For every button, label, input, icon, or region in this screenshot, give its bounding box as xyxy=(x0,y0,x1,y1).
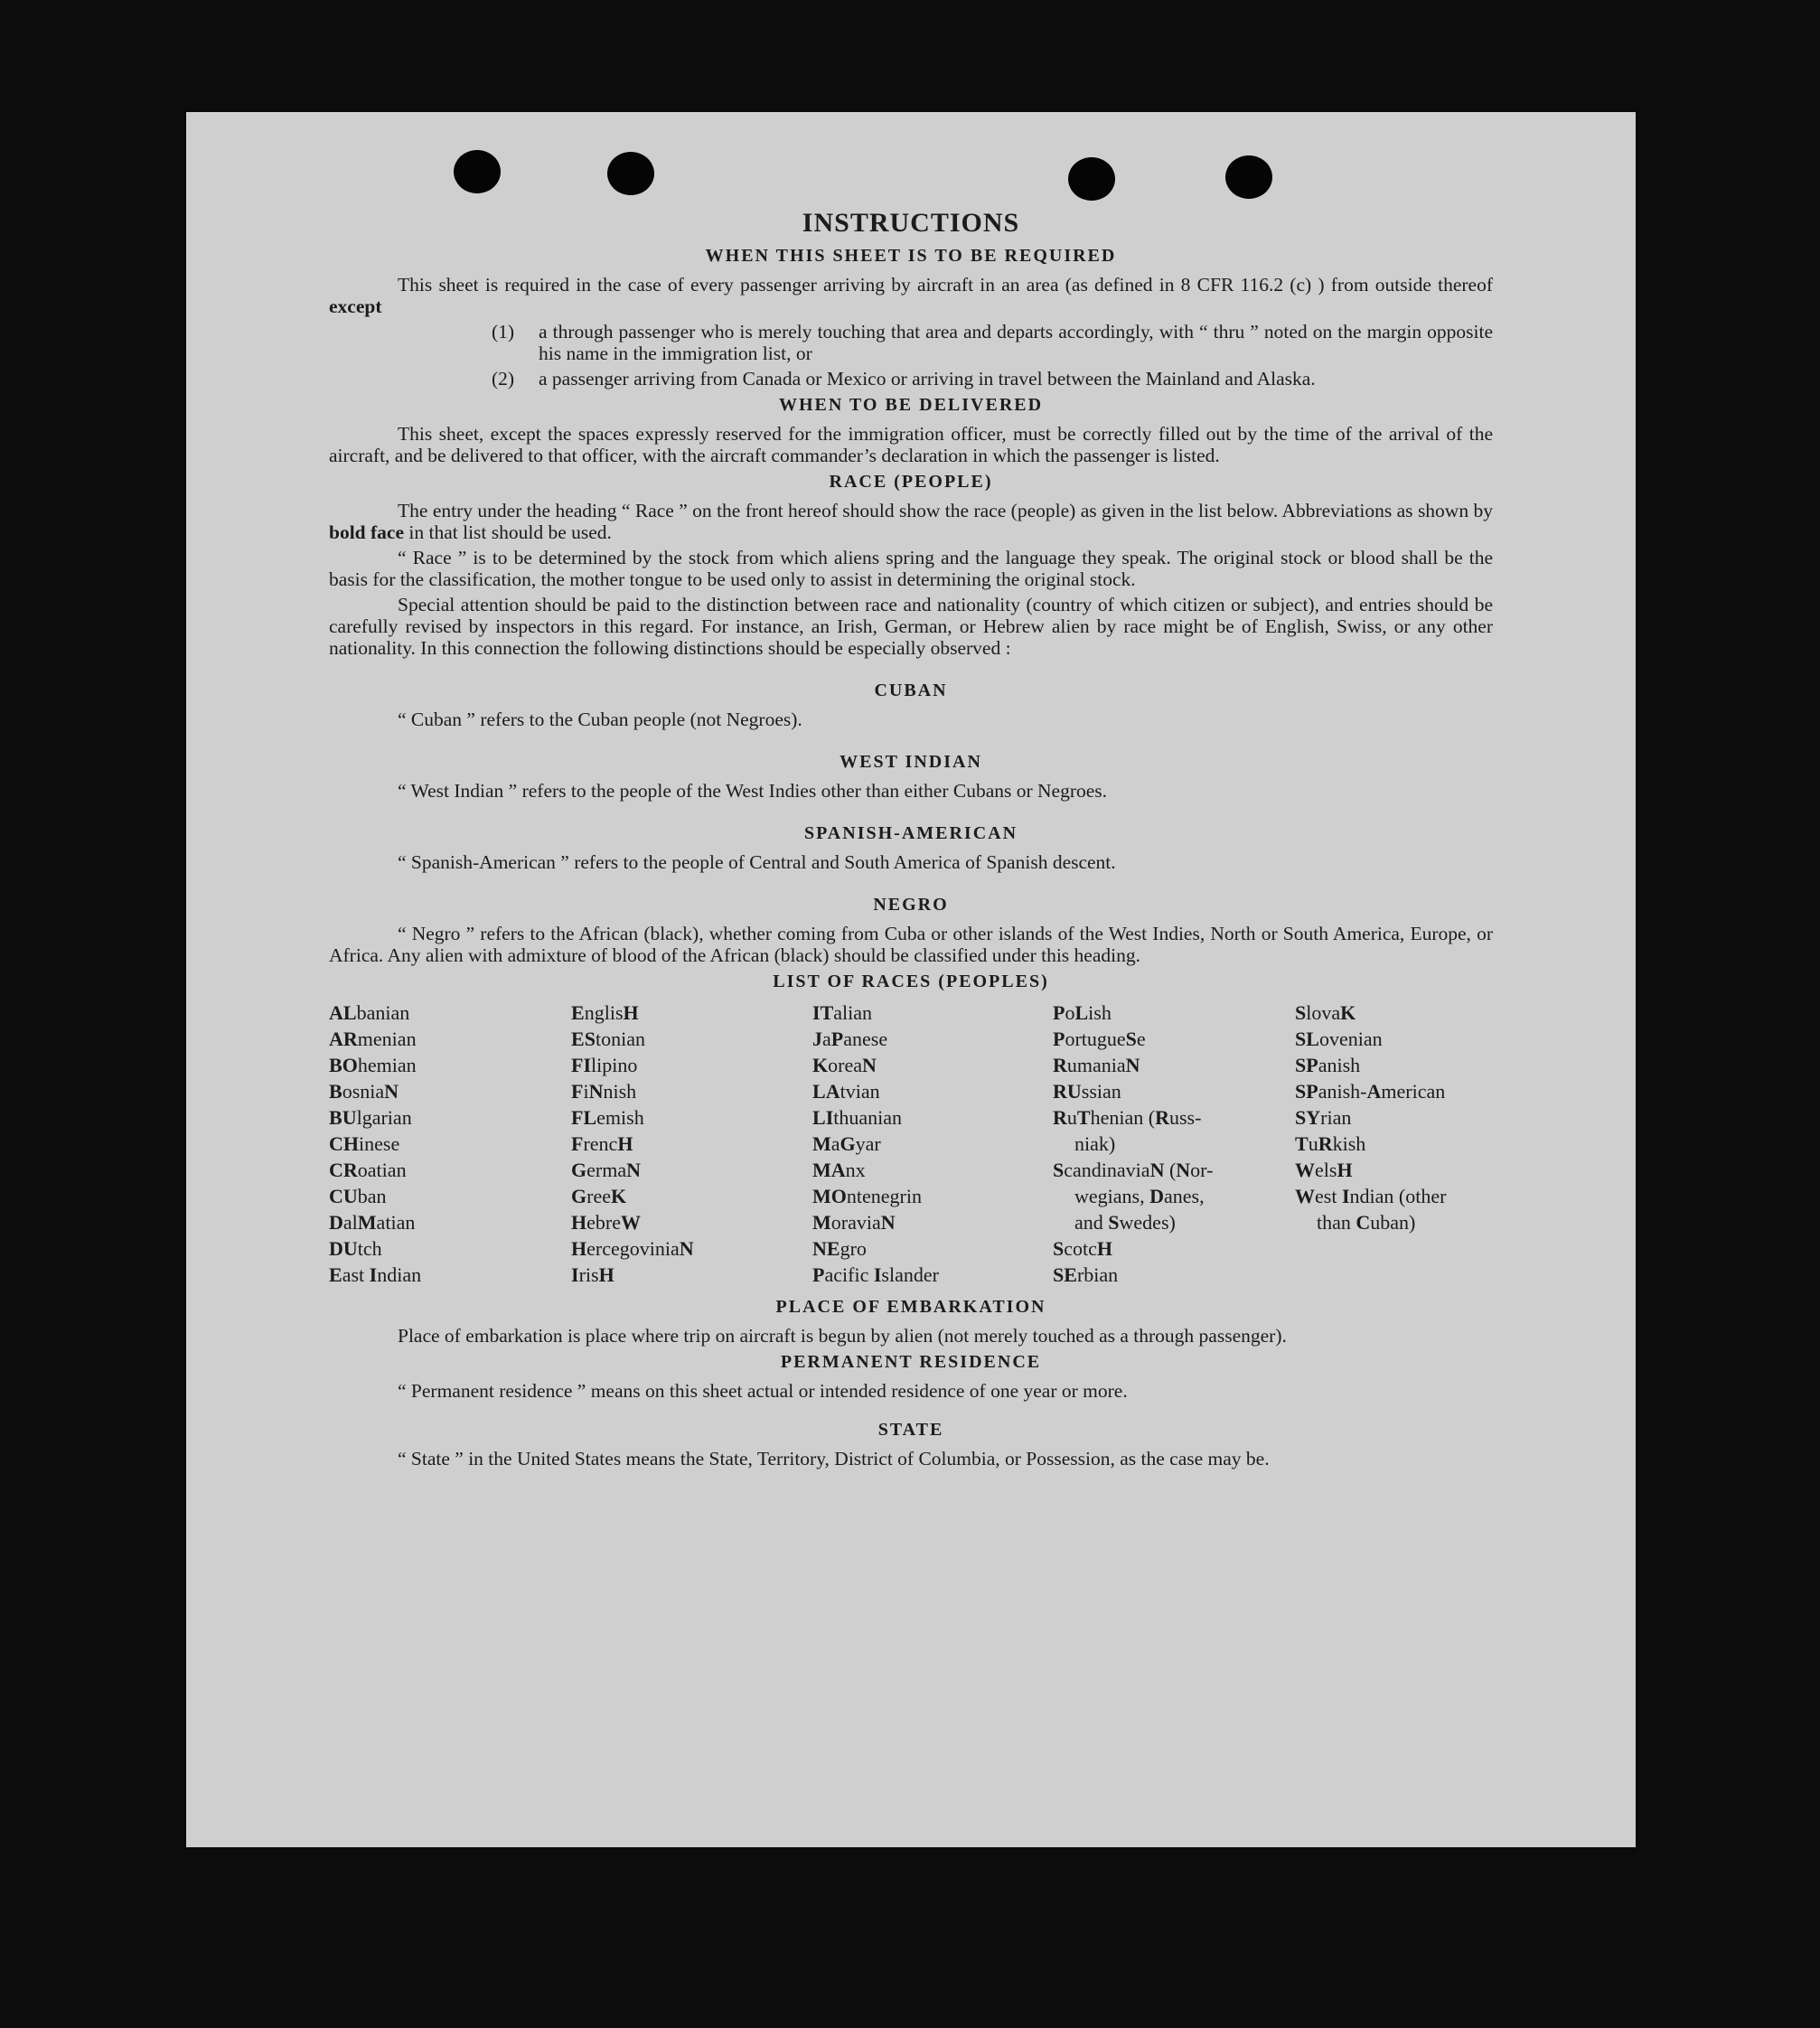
race-entry-line: CUban xyxy=(329,1185,387,1207)
race-entry-line: and Swedes) xyxy=(1074,1211,1176,1234)
race-entry xyxy=(1053,1078,1295,1104)
race-column xyxy=(329,1000,571,1288)
embarkation-text: Place of embarkation is place where trip on aircraft is begun by alien (not merely touched as a through passenger). xyxy=(398,1325,1287,1347)
section-heading-when-required: WHEN THIS SHEET IS TO BE REQUIRED xyxy=(705,246,1117,266)
race-entry-line: MoraviaN xyxy=(812,1211,896,1234)
race-entry-line: LIthuanian xyxy=(812,1106,903,1129)
race-entry-line: BosniaN xyxy=(329,1080,399,1103)
race-entry xyxy=(812,1000,1053,1026)
race-entry xyxy=(1295,1026,1493,1052)
punch-hole xyxy=(454,150,501,193)
race-column xyxy=(571,1000,812,1288)
race-entry xyxy=(329,1078,571,1104)
race-entry xyxy=(1295,1104,1493,1131)
race-entry-line: GreeK xyxy=(571,1185,627,1207)
page-title: INSTRUCTIONS xyxy=(802,208,1020,238)
race-entry-line: ALbanian xyxy=(329,1001,410,1024)
race-entry-line: CRoatian xyxy=(329,1159,407,1181)
race-entry-line: DalMatian xyxy=(329,1211,416,1234)
race-entry-line: wegians, Danes, xyxy=(1074,1185,1205,1207)
race-entry xyxy=(812,1026,1053,1052)
section-heading-spanish-american: SPANISH-AMERICAN xyxy=(803,823,1018,843)
race-entry-line: NEgro xyxy=(812,1237,867,1260)
race-entry-line: FLemish xyxy=(571,1106,644,1129)
race-entry-line: East Indian xyxy=(329,1263,422,1286)
west-indian-text: “ West Indian ” refers to the people of the West Indies other than either Cubans or Negroes. xyxy=(398,780,1108,802)
race-entry-line: SLovenian xyxy=(1295,1028,1383,1050)
race-entry xyxy=(571,1000,812,1026)
race-entry xyxy=(1053,1052,1295,1078)
when-delivered-text: This sheet, except the spaces expressly reserved for the immigration officer, must be correctly filled out by the time of the arrival of the aircraft, and be delivered to that officer, with the aircraft commander’s declaration in which the passenger is listed. xyxy=(329,423,1493,466)
section-heading-west-indian: WEST INDIAN xyxy=(840,752,982,772)
race-entry-line: BUlgarian xyxy=(329,1106,412,1129)
race-entry xyxy=(571,1026,812,1052)
race-entry xyxy=(329,1104,571,1131)
race-entry xyxy=(571,1262,812,1288)
race-entry xyxy=(1053,1026,1295,1052)
section-heading-negro: NEGRO xyxy=(873,895,949,915)
race-paragraph-3: Special attention should be paid to the distinction between race and nationality (country of which citizen or subject), and entries should be carefully revised by inspectors in this regard. For instance, an Irish, German, or Hebrew alien by race might be of English, Swiss, or any other nationality. In this connection the following distinctions should be especially observed : xyxy=(329,594,1493,659)
race-entry-line: ARmenian xyxy=(329,1028,417,1050)
race-entry-line: EStonian xyxy=(571,1028,645,1050)
race-entry-line: SlovaK xyxy=(1295,1001,1356,1024)
race-entry xyxy=(812,1131,1053,1157)
race-entry-line: FiNnish xyxy=(571,1080,637,1103)
when-required-intro xyxy=(329,274,1493,317)
section-heading-when-delivered: WHEN TO BE DELIVERED xyxy=(778,395,1044,415)
race-entry-line: TuRkish xyxy=(1295,1132,1366,1155)
race-entry-line: FrencH xyxy=(571,1132,633,1155)
race-entry-line: LAtvian xyxy=(812,1080,880,1103)
race-entry xyxy=(571,1209,812,1235)
race-entry-line: IrisH xyxy=(571,1263,614,1286)
residence-text: “ Permanent residence ” means on this sheet actual or intended residence of one year or more. xyxy=(398,1380,1128,1402)
race-entry-line: JaPanese xyxy=(812,1028,888,1050)
race-entry xyxy=(329,1052,571,1078)
race-entry xyxy=(812,1078,1053,1104)
race-entry xyxy=(329,1026,571,1052)
race-entry-line: BOhemian xyxy=(329,1054,417,1076)
race-entry xyxy=(329,1262,571,1288)
race-entry-line: ScandinaviaN (Nor- xyxy=(1053,1159,1214,1181)
race-entry xyxy=(812,1262,1053,1288)
race-column xyxy=(1053,1000,1295,1288)
race-entry xyxy=(812,1052,1053,1078)
race-entry xyxy=(329,1183,571,1209)
race-entry-line: ScotcH xyxy=(1053,1237,1113,1260)
races-list xyxy=(329,1000,1493,1288)
race-entry-line: DUtch xyxy=(329,1237,382,1260)
race-entry-line: EnglisH xyxy=(571,1001,639,1024)
race-entry-line: MAnx xyxy=(812,1159,866,1181)
section-heading-list-of-races: LIST OF RACES (PEOPLES) xyxy=(773,972,1049,991)
race-entry xyxy=(571,1131,812,1157)
race-entry-line: ITalian xyxy=(812,1001,873,1024)
race-entry xyxy=(1295,1000,1493,1026)
race-entry xyxy=(329,1235,571,1262)
race-entry-line: FIlipino xyxy=(571,1054,638,1076)
section-heading-state: STATE xyxy=(877,1420,944,1440)
race-p1-bold: bold face xyxy=(329,521,405,543)
race-column xyxy=(812,1000,1053,1288)
race-entry xyxy=(571,1157,812,1183)
section-heading-residence: PERMANENT RESIDENCE xyxy=(780,1352,1042,1372)
race-column xyxy=(1295,1000,1493,1288)
state-text: “ State ” in the United States means the State, Territory, District of Columbia, or Possession, as the case may be. xyxy=(398,1448,1270,1469)
race-entry-line: West Indian (other xyxy=(1295,1185,1447,1207)
exception-item-2 xyxy=(329,368,1493,390)
race-entry-line: SPanish xyxy=(1295,1054,1361,1076)
race-entry xyxy=(571,1235,812,1262)
race-entry-line: SErbian xyxy=(1053,1263,1119,1286)
race-entry-line: MOntenegrin xyxy=(812,1185,922,1207)
race-entry xyxy=(571,1104,812,1131)
race-p1-text: The entry under the heading “ Race ” on the front hereof should show the race (people) as given in the list below. Abbreviations as shown by xyxy=(398,500,1493,521)
section-heading-race: RACE (PEOPLE) xyxy=(829,472,993,492)
race-entry xyxy=(812,1235,1053,1262)
race-entry xyxy=(1053,1235,1295,1262)
race-entry-line: SPanish-American xyxy=(1295,1080,1446,1103)
race-entry xyxy=(329,1000,571,1026)
when-required-except: except xyxy=(329,296,382,317)
race-entry xyxy=(812,1157,1053,1183)
race-entry-line: WelsH xyxy=(1295,1159,1353,1181)
race-entry xyxy=(329,1209,571,1235)
exception-number: (2) xyxy=(492,368,515,390)
race-entry-line: HercegoviniaN xyxy=(571,1237,694,1260)
race-entry xyxy=(329,1157,571,1183)
negro-text: “ Negro ” refers to the African (black), whether coming from Cuba or other islands of the West Indies, North or South America, Europe, or Africa. Any alien with admixture of blood of the African (black) should be classified under this heading. xyxy=(329,923,1493,966)
race-entry xyxy=(1295,1183,1493,1235)
race-entry xyxy=(812,1209,1053,1235)
race-paragraph-2: “ Race ” is to be determined by the stock from which aliens spring and the language they speak. The original stock or blood shall be the basis for the classification, the mother tongue to be used only to assist in determining the original stock. xyxy=(329,547,1493,590)
race-entry xyxy=(812,1104,1053,1131)
when-required-text: This sheet is required in the case of every passenger arriving by aircraft in an area (as defined in 8 CFR 116.2 (c) ) from outside thereof xyxy=(398,274,1493,296)
exception-number: (1) xyxy=(492,321,515,343)
race-entry xyxy=(1295,1131,1493,1157)
punch-hole xyxy=(607,152,654,195)
race-entry-line: CHinese xyxy=(329,1132,400,1155)
race-entry xyxy=(1295,1157,1493,1183)
race-p1-text-end: in that list should be used. xyxy=(408,521,612,543)
race-entry-line: SYrian xyxy=(1295,1106,1352,1129)
punch-hole xyxy=(1225,155,1272,199)
race-entry xyxy=(571,1052,812,1078)
race-entry-line: GermaN xyxy=(571,1159,641,1181)
section-heading-cuban: CUBAN xyxy=(874,681,948,700)
race-entry-line: HebreW xyxy=(571,1211,641,1234)
punch-hole xyxy=(1068,157,1115,201)
spanish-american-text: “ Spanish-American ” refers to the people of Central and South America of Spanish descent. xyxy=(398,851,1116,873)
race-entry xyxy=(1053,1104,1295,1157)
race-entry xyxy=(571,1078,812,1104)
document-page xyxy=(186,112,1636,1847)
race-entry-line: MaGyar xyxy=(812,1132,881,1155)
race-entry xyxy=(1295,1078,1493,1104)
instructions-content xyxy=(329,208,1493,1473)
race-entry-line: RumaniaN xyxy=(1053,1054,1140,1076)
race-entry xyxy=(1053,1262,1295,1288)
race-entry-line: KoreaN xyxy=(812,1054,877,1076)
race-entry xyxy=(329,1131,571,1157)
race-entry xyxy=(1053,1000,1295,1026)
race-entry xyxy=(1053,1157,1295,1235)
cuban-text: “ Cuban ” refers to the Cuban people (not Negroes). xyxy=(398,709,802,730)
race-entry-line: RUssian xyxy=(1053,1080,1121,1103)
race-entry-line: PortugueSe xyxy=(1053,1028,1146,1050)
race-entry xyxy=(1295,1052,1493,1078)
race-entry xyxy=(812,1183,1053,1209)
exception-text: a passenger arriving from Canada or Mexico or arriving in travel between the Mainland and Alaska. xyxy=(539,368,1316,390)
exception-text: a through passenger who is merely touching that area and departs accordingly, with “ thru ” noted on the margin opposite his name in the immigration list, or xyxy=(539,321,1493,364)
race-entry-line: RuThenian (Russ- xyxy=(1053,1106,1202,1129)
race-entry xyxy=(571,1183,812,1209)
race-entry-line: Pacific Islander xyxy=(812,1263,939,1286)
race-paragraph-1 xyxy=(329,500,1493,543)
race-entry-line: PoLish xyxy=(1053,1001,1112,1024)
section-heading-embarkation: PLACE OF EMBARKATION xyxy=(775,1297,1046,1317)
race-entry-line: than Cuban) xyxy=(1317,1211,1416,1234)
exception-item-1 xyxy=(329,321,1493,364)
race-entry-line: niak) xyxy=(1074,1132,1116,1155)
